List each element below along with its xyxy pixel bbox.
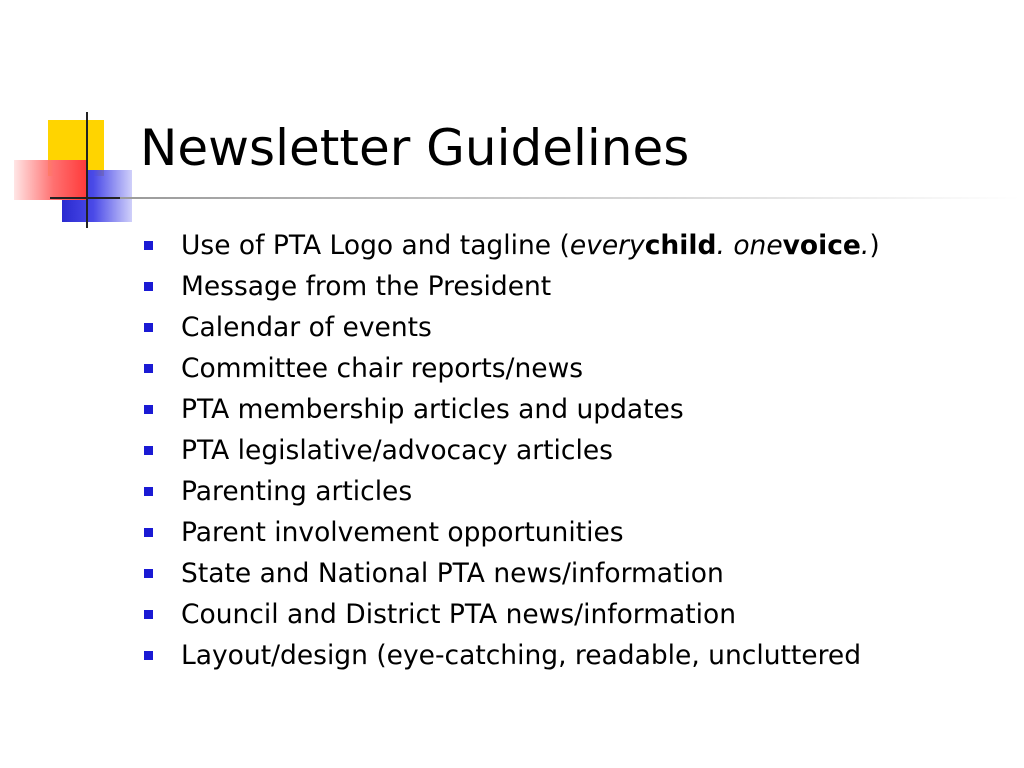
slide-title: Newsletter Guidelines [140,119,690,177]
square-bullet-icon [144,364,153,373]
square-bullet-icon [144,282,153,291]
square-bullet-icon [144,610,153,619]
decoration-red-square [14,160,86,200]
tagline-suffix: ) [869,230,880,261]
bullet-text: PTA legislative/advocacy articles [181,435,613,466]
square-bullet-icon [144,528,153,537]
square-bullet-icon [144,323,153,332]
bullet-item [144,430,880,471]
title-underline [120,197,1020,199]
decoration-vertical-line [86,112,88,228]
square-bullet-icon [144,241,153,250]
bullet-text: Council and District PTA news/information [181,599,737,630]
bullet-item [144,348,880,389]
bullet-text: Committee chair reports/news [181,353,584,384]
bullet-text: Layout/design (eye-catching, readable, uncluttered [181,640,862,671]
tagline-prefix: Use of PTA Logo and tagline ( [181,230,570,261]
square-bullet-icon [144,446,153,455]
bullet-item [144,553,880,594]
bullet-text: Message from the President [181,271,552,302]
tagline-dot-2: . [860,230,870,261]
square-bullet-icon [144,651,153,660]
bullet-item [144,635,880,676]
bullet-list [144,225,880,676]
square-bullet-icon [144,569,153,578]
bullet-item [144,389,880,430]
bullet-item [144,512,880,553]
bullet-text: Parent involvement opportunities [181,517,624,548]
bullet-text: PTA membership articles and updates [181,394,684,425]
square-bullet-icon [144,487,153,496]
tagline-child: child [644,230,717,261]
bullet-text: Calendar of events [181,312,432,343]
bullet-item [144,471,880,512]
tagline-voice: voice [782,230,861,261]
bullet-item [144,594,880,635]
bullet-item [144,266,880,307]
bullet-text: Parenting articles [181,476,413,507]
bullet-text: State and National PTA news/information [181,558,724,589]
corner-decoration [0,0,150,240]
square-bullet-icon [144,405,153,414]
tagline-one: one [733,230,783,261]
tagline-dot-1: . [716,230,725,261]
tagline-every: every [569,230,645,261]
bullet-item-tagline [144,225,880,266]
bullet-item [144,307,880,348]
